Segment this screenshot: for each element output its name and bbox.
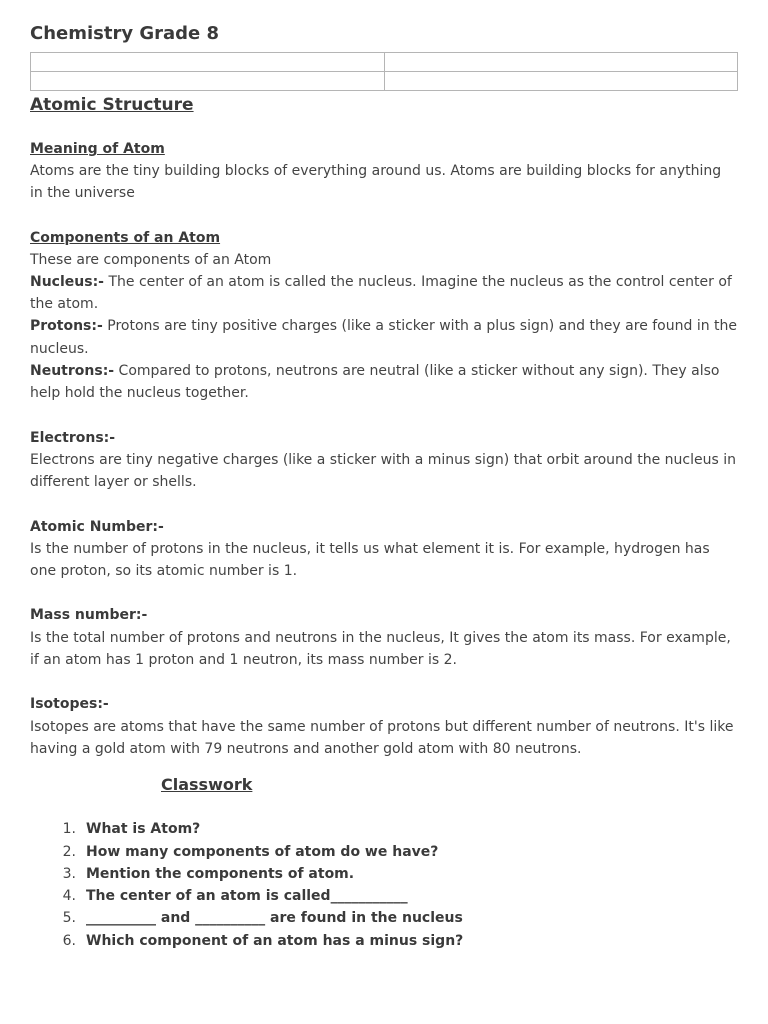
- question-number: 3.: [62, 865, 76, 882]
- neutrons-paragraph: [30, 360, 738, 405]
- spacer: [30, 405, 738, 427]
- header-table-row: [31, 53, 738, 72]
- meaning-heading: Meaning of Atom: [30, 141, 165, 157]
- header-table-cell[interactable]: [384, 53, 738, 72]
- electrons-heading: Electrons:-: [30, 429, 116, 446]
- list-item: [30, 818, 738, 840]
- atomic-number-text: Is the number of protons in the nucleus, it tells us what element it is. For example, hydrogen has one proton, so its atomic number is 1.: [30, 540, 710, 580]
- spacer: [30, 760, 738, 774]
- question-number: 1.: [62, 821, 76, 838]
- header-table: [30, 52, 738, 91]
- spacer: [30, 205, 738, 227]
- neutrons-label: Neutrons:-: [30, 363, 115, 380]
- spacer: [30, 582, 738, 604]
- list-item: [30, 841, 738, 863]
- components-heading: Components of an Atom: [30, 229, 221, 246]
- atomic-number-heading: Atomic Number:-: [30, 518, 164, 535]
- protons-text: Protons are tiny positive charges (like a sticker with a plus sign) and they are found in the nucleus.: [30, 318, 738, 357]
- list-item: [30, 930, 738, 952]
- question-number: 4.: [62, 888, 76, 905]
- document-page: [30, 20, 738, 952]
- question-number: 6.: [62, 932, 76, 949]
- header-table-cell[interactable]: [384, 72, 738, 91]
- spacer: [30, 494, 738, 516]
- spacer: [30, 671, 738, 693]
- question-text: The center of an atom is called___________: [86, 888, 408, 905]
- nucleus-text: The center of an atom is called the nucleus. Imagine the nucleus as the control center of the atom.: [30, 273, 732, 313]
- question-text: Mention the components of atom.: [86, 865, 355, 882]
- nucleus-paragraph: [30, 271, 738, 316]
- header-table-cell[interactable]: [31, 53, 385, 72]
- question-number: 2.: [62, 843, 76, 860]
- protons-label: Protons:-: [30, 318, 103, 335]
- question-number: 5.: [62, 910, 76, 927]
- components-intro: These are components of an Atom: [30, 251, 272, 268]
- spacer: [30, 796, 738, 818]
- question-text: What is Atom?: [86, 821, 201, 838]
- isotopes-text: Isotopes are atoms that have the same number of protons but different number of neutrons. It's like having a gold atom with 79 neutrons and another gold atom with 80 neutrons.: [30, 718, 734, 757]
- classwork-question-list: [30, 818, 738, 952]
- classwork-heading: Classwork: [161, 775, 253, 795]
- mass-number-text: Is the total number of protons and neutrons in the nucleus, It gives the atom its mass. For example, if an atom has 1 proton and 1 neutron, its mass number is 2.: [30, 629, 731, 669]
- list-item: [30, 907, 738, 929]
- question-text: How many components of atom do we have?: [86, 843, 439, 860]
- isotopes-heading: Isotopes:-: [30, 696, 109, 713]
- question-text: __________ and __________ are found in the nucleus: [86, 910, 463, 927]
- document-title: Chemistry Grade 8: [30, 23, 220, 44]
- meaning-text: Atoms are the tiny building blocks of everything around us. Atoms are building blocks for anything in the universe: [30, 163, 722, 202]
- nucleus-label: Nucleus:-: [30, 273, 104, 290]
- neutrons-text: Compared to protons, neutrons are neutral (like a sticker without any sign). They also help hold the nucleus together.: [30, 363, 720, 402]
- mass-number-heading: Mass number:-: [30, 607, 148, 624]
- header-table-cell[interactable]: [31, 72, 385, 91]
- electrons-text: Electrons are tiny negative charges (like a sticker with a minus sign) that orbit around the nucleus in different layer or shells.: [30, 451, 736, 491]
- spacer: [30, 116, 738, 138]
- list-item: [30, 885, 738, 907]
- question-text: Which component of an atom has a minus sign?: [86, 932, 464, 949]
- list-item: [30, 863, 738, 885]
- protons-paragraph: [30, 315, 738, 360]
- header-table-row: [31, 72, 738, 91]
- section-title: Atomic Structure: [30, 95, 194, 115]
